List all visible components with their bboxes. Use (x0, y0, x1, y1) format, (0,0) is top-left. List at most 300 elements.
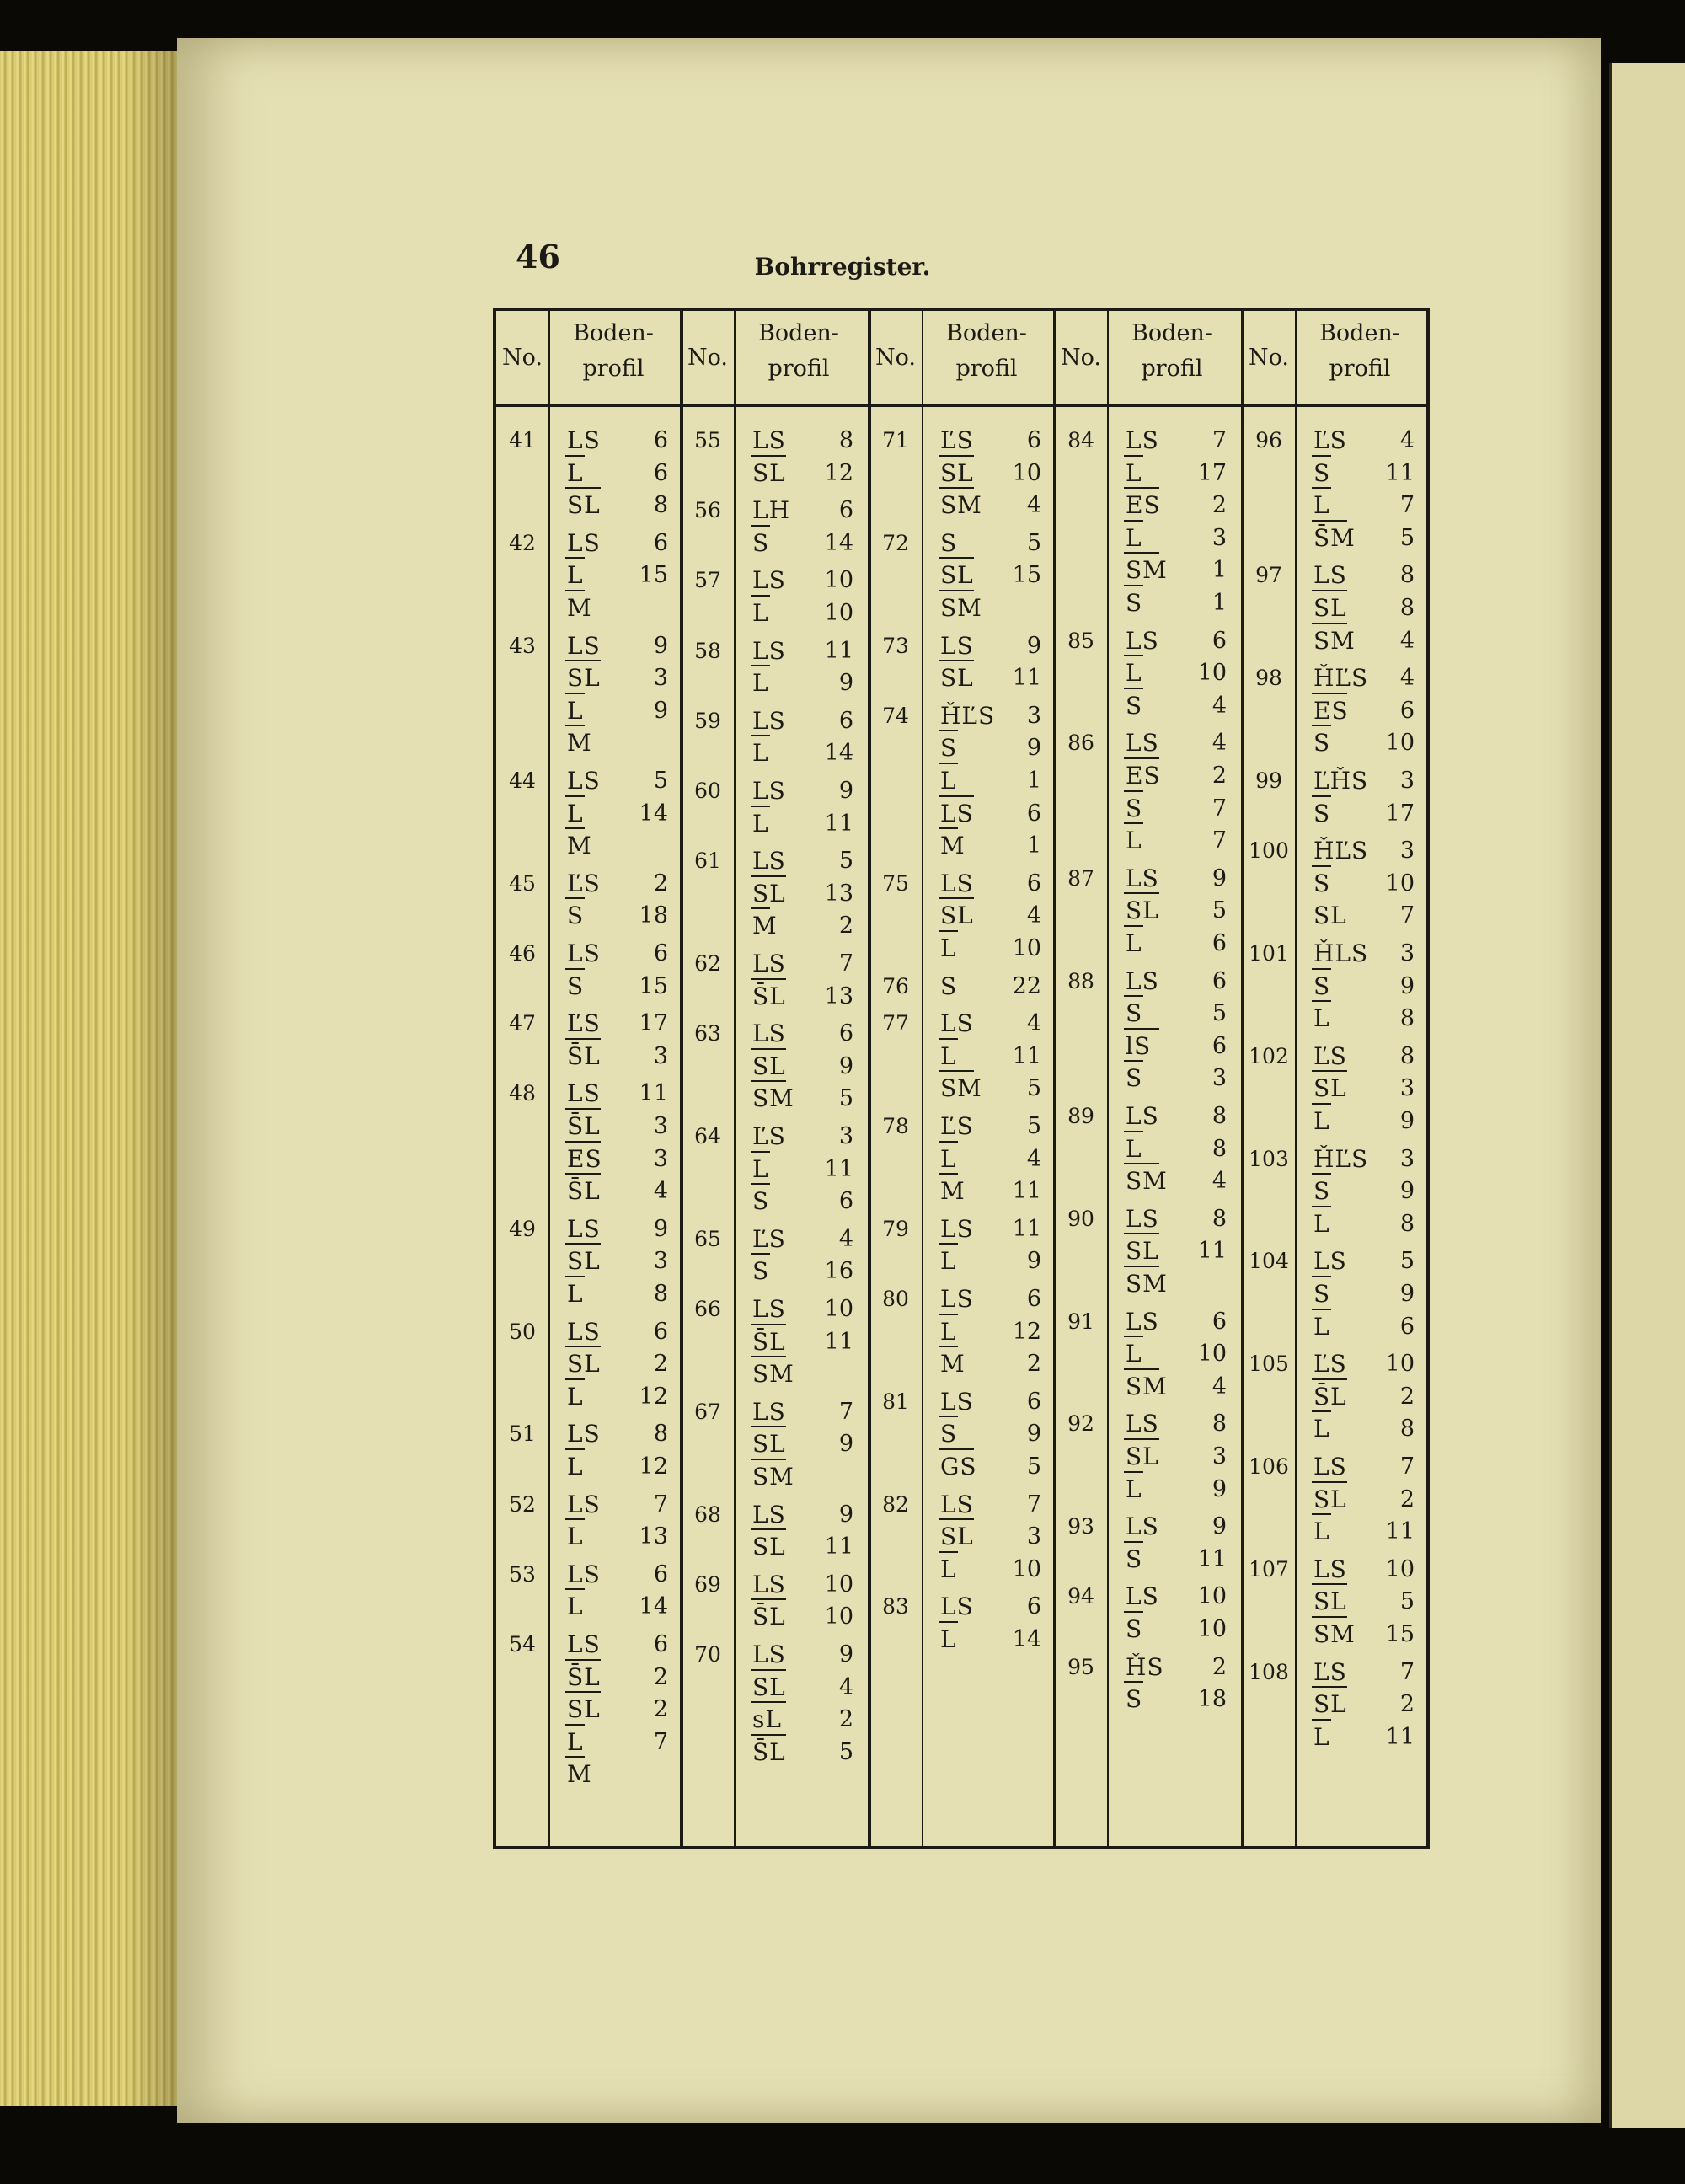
profile-layer (1055, 895, 1240, 927)
layer-thickness: 5 (1212, 1000, 1227, 1027)
soil-code: LS (752, 847, 786, 875)
layer-boundary-rule (939, 1416, 958, 1417)
layer-boundary-rule (751, 735, 770, 736)
soil-code: S̄L (752, 1327, 786, 1356)
boring-number: 91 (1067, 1309, 1094, 1334)
layer-boundary-rule (1124, 520, 1143, 522)
header-bodenprofil (550, 316, 677, 387)
layer-thickness: 5 (1026, 1075, 1041, 1102)
boring-entry (869, 1008, 1055, 1040)
soil-code: S (567, 902, 585, 930)
soil-code: SM (940, 491, 982, 520)
boring-entry (496, 1008, 682, 1040)
layer-thickness: 9 (653, 632, 668, 659)
soil-code: L (567, 458, 584, 487)
layer-boundary-rule (939, 1551, 958, 1553)
profile-layer (1055, 1133, 1240, 1165)
boring-number: 57 (694, 568, 721, 593)
soil-code: lS (1126, 1031, 1152, 1060)
profile-layer (1243, 1586, 1428, 1618)
profile-layer (1055, 522, 1240, 554)
profile-layer (682, 737, 867, 769)
soil-code: L (567, 1453, 584, 1480)
boring-entry (496, 1078, 682, 1110)
soil-code: LS (752, 1500, 786, 1528)
boring-number: 94 (1067, 1584, 1094, 1609)
layer-thickness: 9 (1399, 1281, 1415, 1307)
layer-thickness: 3 (1399, 1145, 1415, 1172)
profile-layer (1243, 522, 1428, 554)
profile-layer (682, 458, 867, 490)
header-bodenprofil (1297, 316, 1423, 387)
soil-code: L (752, 669, 769, 698)
layer-boundary-rule (751, 1598, 786, 1600)
soil-code: SM (752, 1084, 794, 1113)
layer-boundary-rule (751, 1734, 786, 1736)
layer-thickness: 2 (653, 1696, 668, 1723)
layer-boundary-rule (939, 487, 974, 489)
soil-code: L (1313, 1722, 1330, 1751)
layer-thickness: 6 (653, 427, 668, 453)
layer-thickness: 10 (1197, 1616, 1227, 1642)
layer-boundary-rule (939, 1173, 958, 1175)
profile-layer (1055, 998, 1240, 1030)
profile-layer (496, 971, 682, 1003)
bohrregister-table (493, 308, 1430, 1849)
layer-thickness: 7 (838, 950, 853, 977)
layer-boundary-rule (939, 730, 958, 731)
profile-layer (1055, 554, 1240, 586)
layer-boundary-rule (751, 1048, 786, 1050)
boring-entry (682, 1639, 867, 1671)
soil-code: S (1313, 1280, 1331, 1308)
profile-layer (682, 1358, 867, 1390)
layer-boundary-rule (751, 525, 770, 527)
soil-code: LS (1126, 1512, 1159, 1541)
boring-number: 100 (1249, 838, 1289, 864)
layer-thickness: 5 (838, 848, 853, 875)
boring-number: 56 (694, 498, 721, 523)
profile-layer (496, 1521, 682, 1553)
profile-layer (496, 1694, 682, 1726)
layer-boundary-rule (1312, 1276, 1331, 1277)
soil-code: S̄L (1313, 1382, 1347, 1410)
layer-boundary-rule (1312, 1206, 1331, 1207)
soil-code: LS (1126, 1410, 1159, 1438)
layer-boundary-rule (1124, 1541, 1143, 1543)
boring-entry (682, 635, 867, 667)
layer-thickness: 2 (1399, 1691, 1415, 1718)
layer-thickness: 13 (824, 880, 853, 907)
profile-layer (869, 1418, 1055, 1450)
layer-boundary-rule (1312, 1309, 1331, 1310)
boring-entry (682, 495, 867, 527)
layer-boundary-rule (1312, 693, 1347, 694)
profile-layer (682, 1672, 867, 1704)
soil-code: LS (567, 1420, 601, 1448)
boring-entry (869, 1489, 1055, 1521)
boring-number: 44 (509, 768, 536, 793)
soil-code: LS (1126, 1204, 1159, 1233)
profile-layer (682, 1154, 867, 1186)
layer-thickness: 3 (653, 665, 668, 692)
profile-layer (1243, 798, 1428, 830)
layer-thickness: 4 (1212, 1168, 1227, 1195)
soil-code: S (940, 972, 958, 1000)
boring-number: 53 (509, 1561, 536, 1587)
soil-code: ĽS (752, 1224, 786, 1253)
soil-code: ĽS (567, 869, 601, 897)
header-no: No. (687, 345, 728, 371)
boring-number: 103 (1249, 1146, 1289, 1171)
profile-layer (1243, 1689, 1428, 1721)
boring-entry (1055, 1581, 1240, 1613)
profile-layer (682, 667, 867, 699)
layer-boundary-rule (565, 590, 585, 592)
boring-entry (1243, 1041, 1428, 1073)
soil-code: L (1313, 1209, 1330, 1238)
boring-number: 83 (882, 1594, 909, 1619)
layer-boundary-rule (1124, 552, 1159, 554)
profile-layer (1243, 695, 1428, 727)
boring-number: 63 (694, 1021, 721, 1046)
boring-number: 98 (1255, 666, 1282, 691)
layer-thickness: 7 (838, 1398, 853, 1425)
layer-thickness: 2 (653, 1663, 668, 1690)
boring-number: 48 (509, 1081, 536, 1106)
layer-thickness: 9 (838, 1052, 853, 1079)
profile-layer (1243, 490, 1428, 522)
soil-code: L (940, 1625, 957, 1653)
soil-code: SL (940, 1523, 974, 1551)
profile-layer (1243, 1311, 1428, 1343)
header-bodenprofil (1109, 316, 1235, 387)
layer-thickness: 6 (1399, 1313, 1415, 1340)
soil-code: ĽS (1313, 1657, 1347, 1686)
soil-code: SM (1126, 1372, 1168, 1400)
soil-code: SL (1126, 897, 1159, 925)
boring-entry (496, 1629, 682, 1661)
soil-code: S (1126, 999, 1143, 1028)
profile-layer (1055, 1474, 1240, 1506)
soil-code: LS (1126, 1582, 1159, 1611)
boring-entry (1243, 1554, 1428, 1586)
boring-number: 66 (694, 1297, 721, 1321)
header-no: No. (1061, 345, 1101, 371)
boring-entry (869, 1386, 1055, 1418)
soil-code: L (567, 799, 584, 827)
soil-code: L (1126, 1340, 1142, 1368)
profile-layer (1243, 1105, 1428, 1138)
soil-code: M (567, 1760, 592, 1789)
layer-thickness: 10 (824, 600, 853, 626)
layer-boundary-rule (565, 1173, 601, 1175)
layer-boundary-rule (565, 1724, 585, 1726)
soil-code: LS (1126, 966, 1159, 995)
boring-entry (1243, 425, 1428, 457)
boring-entry (496, 1213, 682, 1245)
soil-code: L (1313, 1312, 1330, 1341)
layer-thickness: 8 (653, 1421, 668, 1448)
header-bodenprofil-line: profil (1329, 356, 1391, 382)
header-bodenprofil (736, 316, 862, 387)
profile-layer (869, 559, 1055, 592)
boring-number: 90 (1067, 1206, 1094, 1231)
layer-thickness: 11 (1012, 1178, 1041, 1205)
soil-code: SM (1313, 626, 1356, 655)
profile-layer (496, 662, 682, 694)
layer-thickness: 11 (1012, 1215, 1041, 1242)
boring-entry (1243, 1143, 1428, 1175)
profile-layer (1055, 690, 1240, 722)
soil-code: S̄L (567, 1177, 601, 1206)
soil-code: S (1313, 1177, 1331, 1206)
layer-thickness: 9 (838, 1431, 853, 1458)
layer-boundary-rule (565, 1038, 601, 1040)
layer-boundary-rule (1312, 1103, 1331, 1105)
soil-code: S (1126, 1064, 1143, 1093)
layer-boundary-rule (565, 455, 585, 457)
soil-code: LS (1313, 561, 1347, 590)
soil-code: LS (567, 1490, 601, 1518)
soil-code: SL (752, 1430, 786, 1459)
profile-layer (496, 727, 682, 759)
soil-code: LS (940, 1285, 974, 1313)
layer-boundary-rule (751, 1669, 786, 1671)
boring-number: 105 (1249, 1352, 1289, 1377)
boring-entry (496, 1418, 682, 1450)
boring-number: 84 (1067, 428, 1094, 452)
boring-number: 92 (1067, 1411, 1094, 1437)
boring-number: 68 (694, 1502, 721, 1527)
soil-code: L (1126, 929, 1142, 957)
layer-thickness: 3 (838, 1123, 853, 1149)
soil-code: M (567, 832, 592, 860)
boring-number: 73 (882, 633, 909, 658)
soil-code: ES (1126, 762, 1161, 790)
layer-boundary-rule (565, 1588, 585, 1590)
layer-boundary-rule (565, 725, 585, 726)
layer-thickness: 8 (1399, 1210, 1415, 1237)
layer-thickness: 3 (1399, 1075, 1415, 1102)
soil-code: ȞLS (1313, 939, 1369, 967)
soil-code: ȞS (1126, 1652, 1164, 1681)
layer-boundary-rule (565, 1448, 585, 1450)
layer-boundary-rule (565, 795, 585, 797)
soil-code: S̄L (567, 1112, 601, 1140)
layer-boundary-rule (1312, 1481, 1347, 1483)
layer-thickness: 10 (1385, 1351, 1415, 1378)
soil-code: S (1313, 972, 1331, 1000)
layer-thickness: 7 (1399, 1658, 1415, 1685)
layer-thickness: 9 (838, 1501, 853, 1528)
profile-layer (496, 1041, 682, 1073)
soil-code: L (1126, 827, 1142, 855)
layer-thickness: 6 (1026, 1593, 1041, 1620)
layer-boundary-rule (1312, 455, 1331, 457)
boring-entry (869, 700, 1055, 732)
soil-code: S (752, 1187, 770, 1216)
layer-boundary-rule (751, 875, 786, 877)
boring-number: 93 (1067, 1514, 1094, 1539)
layer-boundary-rule (565, 487, 601, 489)
layer-thickness: 6 (653, 1631, 668, 1657)
boring-entry (1055, 425, 1240, 457)
layer-boundary-rule (1124, 1681, 1143, 1683)
layer-boundary-rule (939, 557, 974, 559)
soil-code: S (752, 528, 770, 557)
profile-layer (869, 1316, 1055, 1348)
layer-thickness: 6 (1212, 1032, 1227, 1059)
layer-thickness: 15 (1012, 562, 1041, 589)
soil-code: LS (752, 1570, 786, 1598)
profile-layer (496, 1111, 682, 1143)
boring-number: 79 (882, 1216, 909, 1241)
layer-thickness: 8 (1399, 1416, 1415, 1443)
layer-thickness: 6 (1026, 870, 1041, 897)
profile-layer (1243, 900, 1428, 932)
layer-boundary-rule (565, 897, 585, 899)
profile-layer (496, 559, 682, 592)
profile-layer (1243, 1619, 1428, 1651)
layer-thickness: 9 (1399, 972, 1415, 999)
boring-number: 67 (694, 1399, 721, 1424)
layer-boundary-rule (1124, 925, 1143, 927)
layer-thickness: 2 (1399, 1485, 1415, 1512)
soil-code: ĽS (567, 1009, 601, 1038)
layer-thickness: 6 (1026, 1388, 1041, 1415)
layer-thickness: 8 (1399, 1042, 1415, 1069)
soil-code: SL (940, 458, 974, 487)
layer-thickness: 10 (824, 1571, 853, 1598)
profile-layer (869, 1041, 1055, 1073)
layer-boundary-rule (751, 1183, 770, 1185)
layer-boundary-rule (939, 1070, 974, 1072)
layer-boundary-rule (1124, 655, 1143, 656)
layer-thickness: 3 (1399, 940, 1415, 966)
layer-boundary-rule (1124, 487, 1159, 489)
layer-thickness: 10 (1385, 870, 1415, 897)
layer-boundary-rule (939, 590, 974, 592)
layer-boundary-rule (1312, 487, 1331, 489)
soil-code: SL (1313, 594, 1347, 622)
layer-thickness: 5 (838, 1085, 853, 1112)
layer-boundary-rule (1312, 1583, 1347, 1585)
soil-code: SL (567, 1350, 601, 1378)
layer-boundary-rule (1312, 1719, 1331, 1721)
layer-thickness: 7 (1212, 427, 1227, 453)
layer-thickness: 2 (1212, 492, 1227, 519)
profile-layer (1243, 1208, 1428, 1240)
layer-thickness: 11 (824, 1534, 853, 1560)
profile-layer (869, 732, 1055, 764)
soil-code: S (567, 972, 585, 1000)
soil-code: SL (1313, 1587, 1347, 1616)
profile-layer (496, 1726, 682, 1758)
profile-layer (682, 981, 867, 1013)
layer-boundary-rule (565, 1518, 585, 1520)
soil-code: S (940, 528, 958, 557)
soil-code: sL (752, 1705, 782, 1734)
layer-thickness: 11 (1197, 1545, 1227, 1572)
layer-thickness: 8 (1399, 1005, 1415, 1032)
soil-code: SL (1313, 1074, 1347, 1103)
soil-code: L (1313, 491, 1330, 520)
boring-number: 81 (882, 1389, 909, 1414)
soil-code: LS (1126, 729, 1159, 757)
layer-thickness: 9 (1026, 1248, 1041, 1275)
profile-layer (869, 1451, 1055, 1483)
boring-number: 72 (882, 530, 909, 555)
layer-thickness: 11 (824, 810, 853, 837)
boring-number: 59 (694, 708, 721, 733)
soil-code: LS (752, 1295, 786, 1323)
layer-thickness: 4 (1026, 902, 1041, 929)
profile-layer (496, 1175, 682, 1207)
layer-thickness: 6 (1212, 627, 1227, 654)
profile-layer (1055, 490, 1240, 522)
layer-boundary-rule (1312, 1616, 1347, 1618)
layer-thickness: 9 (1026, 1421, 1041, 1448)
profile-layer (1055, 1268, 1240, 1300)
layer-thickness: 6 (653, 1560, 668, 1587)
layer-boundary-rule (1312, 1378, 1347, 1380)
header-bodenprofil-line: Boden- (1131, 320, 1212, 346)
layer-thickness: 7 (653, 1491, 668, 1518)
layer-boundary-rule (939, 1346, 958, 1347)
boring-number: 78 (882, 1114, 909, 1138)
layer-thickness: 17 (639, 1010, 668, 1037)
boring-entry (1243, 1348, 1428, 1380)
layer-boundary-rule (1312, 865, 1331, 867)
profile-layer (496, 900, 682, 932)
layer-boundary-rule (1124, 995, 1143, 997)
boring-number: 49 (509, 1216, 536, 1241)
profile-layer (682, 1531, 867, 1563)
layer-boundary-rule (751, 978, 786, 980)
soil-code: L (940, 1555, 957, 1583)
profile-layer (869, 1521, 1055, 1553)
boring-entry (869, 1283, 1055, 1315)
soil-code: S (1313, 458, 1331, 487)
layer-thickness: 4 (1399, 627, 1415, 654)
soil-code: L (1126, 458, 1142, 487)
soil-code: SL (752, 1673, 786, 1701)
soil-code: SL (1126, 1443, 1159, 1470)
soil-code: L (1313, 1415, 1330, 1443)
layer-thickness: 6 (1026, 1286, 1041, 1312)
profile-layer (869, 1554, 1055, 1586)
header-rule (496, 404, 1426, 407)
layer-boundary-rule (1312, 795, 1331, 797)
profile-layer (496, 798, 682, 830)
layer-thickness: 18 (1197, 1686, 1227, 1713)
layer-boundary-rule (939, 455, 974, 457)
soil-code: S̄L (752, 1603, 786, 1631)
layer-boundary-rule (939, 897, 974, 899)
header-no: No. (502, 345, 543, 371)
header-bodenprofil (923, 316, 1050, 387)
profile-layer (1055, 657, 1240, 689)
soil-code: LS (567, 631, 601, 660)
soil-code: SM (1313, 1620, 1356, 1648)
header-bodenprofil-line: Boden- (946, 320, 1027, 346)
layer-boundary-rule (1124, 455, 1143, 457)
soil-code: GS (940, 1453, 977, 1480)
layer-boundary-rule (565, 827, 585, 829)
soil-code: S (1126, 1685, 1143, 1714)
soil-code: L (940, 1247, 957, 1276)
